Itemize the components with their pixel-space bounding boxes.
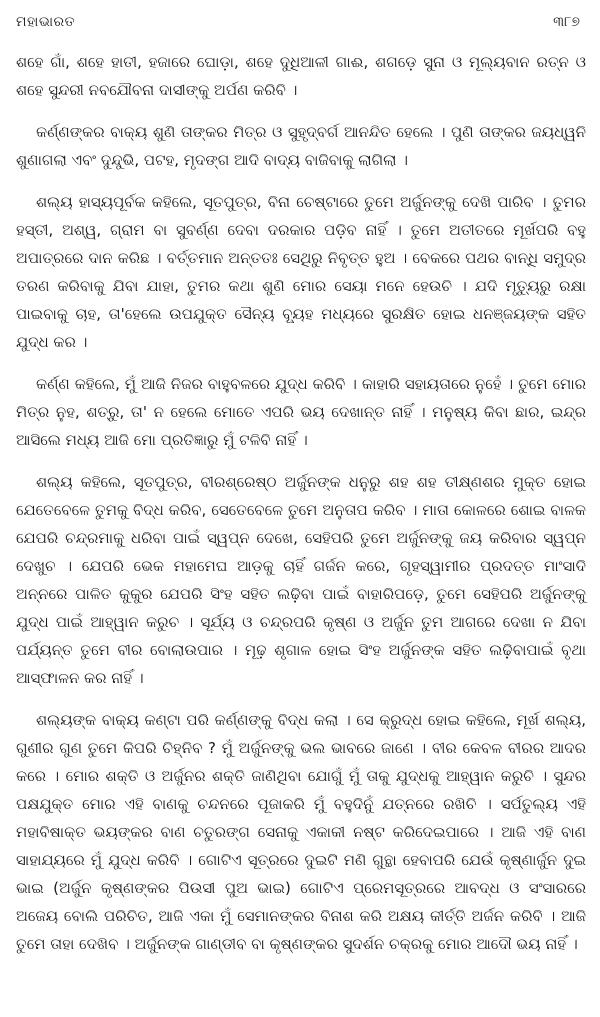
page-header: [16, 14, 586, 44]
paragraph-6: ଶଲ୍ୟଙ୍କ ବାକ୍ୟ କଣ୍ଟା ପରି କର୍ଣ୍ଣଙ୍କୁ ବିଦ୍ଧ କଲା । ସେ କ୍ରୁଦ୍ଧ ହୋଇ କହିଲେ, ମୂର୍ଖ ଶଲ୍ୟ, ଗୁଣୀର ଗୁଣ ତୁମେ କିପରି ଚିହ୍ନିବ ? ମୁଁ ଅର୍ଜୁନଙ୍କୁ ଭଲ ଭାବରେ ଜାଣେ । ବୀର କେବଳ ବୀରର ଆଦର କରେ । ମୋର ଶକ୍ତି ଓ ଅର୍ଜୁନର ଶକ୍ତି ଜାଣିଥିବା ଯୋଗୁଁ ମୁଁ ତାକୁ ଯୁଦ୍ଧକୁ ଆହ୍ୱାନ କରୁଚି । ସୁନ୍ଦର ପକ୍ଷଯୁକ୍ତ ମୋର ଏହି ବାଣକୁ ଚନ୍ଦନରେ ପୂଜାକରି ମୁଁ ବହୁଦିନୁଁ ଯତ୍ନରେ ରଖିଚି । ସର୍ପତୁଲ୍ୟ ଏହି ମହାବିଷାକ୍ତ ଭୟଙ୍କର ବାଣ ଚତୁରଙ୍ଗ ସେନାକୁ ଏକାକୀ ନଷ୍ଟ କରିଦେଇପାରେ । ଆଜି ଏହି ବାଣ ସାହାଯ୍ୟରେ ମୁଁ ଯୁଦ୍ଧ କରିବି । ଗୋଟିଏ ସୂତ୍ରରେ ଦୁଇଟି ମଣି ଗୁନ୍ଥା ହେବାପରି ଯେଉଁ କୃଷ୍ଣାର୍ଜୁନ ଦୁଇ ଭାଇ (ଅର୍ଜୁନ କୃଷ୍ଣଙ୍କର ପିଉସୀ ପୁଅ ଭାଇ) ଗୋଟିଏ ପ୍ରେମସୂତ୍ରରେ ଆବଦ୍ଧ ଓ ସଂସାରରେ ଅଜେୟ ବୋଲି ପରିଚିତ, ଆଜି ଏକା ମୁଁ ସେମାନଙ୍କର ବିନାଶ କରି ଅକ୍ଷୟ କୀର୍ତ୍ତି ଅର୍ଜନ କରିବି । ଆଜି ତୁମେ ତାହା ଦେଖିବ । ଅର୍ଜୁନଙ୍କ ଗାଣ୍ଡୀବ ବା କୃଷ୍ଣଙ୍କର ସୁଦର୍ଶନ ଚକ୍ରକୁ ମୋର ଆଦୌ ଭୟ ନାହିଁ ।: [16, 711, 586, 953]
paragraph-3: ଶଲ୍ୟ ହାସ୍ୟପୂର୍ବକ କହିଲେ, ସୂତପୁତ୍ର, ବିନା ଚେଷ୍ଟାରେ ତୁମେ ଅର୍ଜୁନଙ୍କୁ ଦେଖି ପାରିବ । ତୁମର ହସ୍ତୀ, ଅଶ୍ୱ, ଗ୍ରାମ ବା ସୁବର୍ଣ୍ଣ ଦେବା ଦରକାର ପଡ଼ିବ ନାହିଁ । ତୁମେ ଅତୀତରେ ମୂର୍ଖପରି ବହୁ ଅପାତ୍ରରେ ଦାନ କରିଛ । ବର୍ତ୍ତମାନ ଅନ୍ତତଃ ସେଥିରୁ ନିବୃତ୍ତ ହୁଅ । ବେକରେ ପଥର ବାନ୍ଧି ସମୁଦ୍ର ତରଣ କରିବାକୁ ଯିବା ଯାହା, ତୁମର କଥା ଶୁଣି ମୋର ସେୟା ମନେ ହେଉଚି । ଯଦି ମୃତ୍ୟୁରୁ ରକ୍ଷା ପାଇବାକୁ ଚାହ, ତା'ହେଲେ ଉପଯୁକ୍ତ ସୈନ୍ୟ ବ୍ୟୂହ ମଧ୍ୟରେ ସୁରକ୍ଷିତ ହୋଇ ଧନଞ୍ଜୟଙ୍କ ସହିତ ଯୁଦ୍ଧ କର ।: [16, 193, 586, 351]
paragraph-2: କର୍ଣ୍ଣଙ୍କର ବାକ୍ୟ ଶୁଣି ତାଙ୍କର ମିତ୍ର ଓ ସୁହୃଦ୍‌ବର୍ଗ ଆନନ୍ଦିତ ହେଲେ । ପୁଣି ତାଙ୍କର ଜୟଧ୍ୱନି ଶୁଣାଗଲା ଏବଂ ଦୁନ୍ଦୁଭି, ପଟହ, ମୃଦଙ୍ଗ ଆଦି ବାଦ୍ୟ ବାଜିବାକୁ ଲାଗିଲା ।: [16, 123, 586, 169]
page-number: ୩୮୭: [553, 14, 580, 30]
paragraph-4: କର୍ଣ୍ଣ କହିଲେ, ମୁଁ ଆଜି ନିଜର ବାହୁବଳରେ ଯୁଦ୍ଧ କରିବି । କାହାରି ସହାୟତାରେ ନୁହେଁ । ତୁମେ ମୋର ମିତ୍ର ନୁହ, ଶତ୍ରୁ, ତା' ନ ହେଲେ ମୋତେ ଏପରି ଭୟ ଦେଖାନ୍ତ ନାହିଁ । ମନୁଷ୍ୟ କିବା ଛାର, ଇନ୍ଦ୍ର ଆସିଲେ ମଧ୍ୟ ଆଜି ମୋ ପ୍ରତିଜ୍ଞାରୁ ମୁଁ ଟଳିବି ନାହିଁ ।: [16, 375, 586, 449]
paragraph-5: ଶଲ୍ୟ କହିଲେ, ସୂତପୁତ୍ର, ବୀରଶ୍ରେଷ୍ଠ ଅର୍ଜୁନଙ୍କ ଧନୁରୁ ଶହ ଶହ ତୀକ୍ଷ୍ଣଶର ମୁକ୍ତ ହୋଇ ଯେତେବେଳେ ତୁମକୁ ବିଦ୍ଧ କରିବ, ସେତେବେଳେ ତୁମେ ଅନୁତାପ କରିବ । ମାତା କୋଳରେ ଶୋଇ ବାଳକ ଯେପରି ଚନ୍ଦ୍ରମାକୁ ଧରିବା ପାଇଁ ସ୍ୱପ୍ନ ଦେଖେ, ସେହିପରି ତୁମେ ଅର୍ଜୁନଙ୍କୁ ଜୟ କରିବାର ସ୍ୱପ୍ନ ଦେଖୁଚ । ଯେପରି ଭେକ ମହାମେଘ ଆଡ଼କୁ ଚାହିଁ ଗର୍ଜନ କରେ, ଗୃହସ୍ୱାମୀର ପ୍ରଦତ୍ତ ମାଂସାଦି ଅନ୍ନରେ ପାଳିତ କୁକୁର ଯେପରି ସିଂହ ସହିତ ଲଢ଼ିବା ପାଇଁ ବାହାରିପଡ଼େ, ତୁମେ ସେହିପରି ଅର୍ଜୁନଙ୍କୁ ଯୁଦ୍ଧ ପାଇଁ ଆହ୍ୱାନ କରୁଚ । ସୂର୍ଯ୍ୟ ଓ ଚନ୍ଦ୍ରପରି କୃଷ୍ଣ ଓ ଅର୍ଜୁନ ତୁମ ଆଗରେ ଦେଖା ନ ଯିବା ପର୍ଯ୍ୟନ୍ତ ତୁମେ ବୀର ବୋଲାଉପାର । ମୂଢ଼ ଶୃଗାଳ ହୋଇ ସିଂହ ଅର୍ଜୁନଙ୍କ ସହିତ ଲଢ଼ିବାପାଇଁ ବୃଥା ଆସ୍ଫାଳନ କର ନାହିଁ ।: [16, 473, 586, 687]
running-title: ମହାଭାରତ: [16, 14, 76, 30]
paragraph-1: ଶହେ ଗାଁ, ଶହେ ହାତୀ, ହଜାରେ ଘୋଡ଼ା, ଶହେ ଦୁଧିଆଳୀ ଗାଈ, ଶଗଡ଼େ ସୁନା ଓ ମୂଲ୍ୟବାନ ରତ୍ନ ଓ ଶହେ ସୁନ୍ଦରୀ ନବଯୌବନା ଦାସୀଙ୍କୁ ଅର୍ପଣ କରିବି ।: [16, 53, 586, 99]
